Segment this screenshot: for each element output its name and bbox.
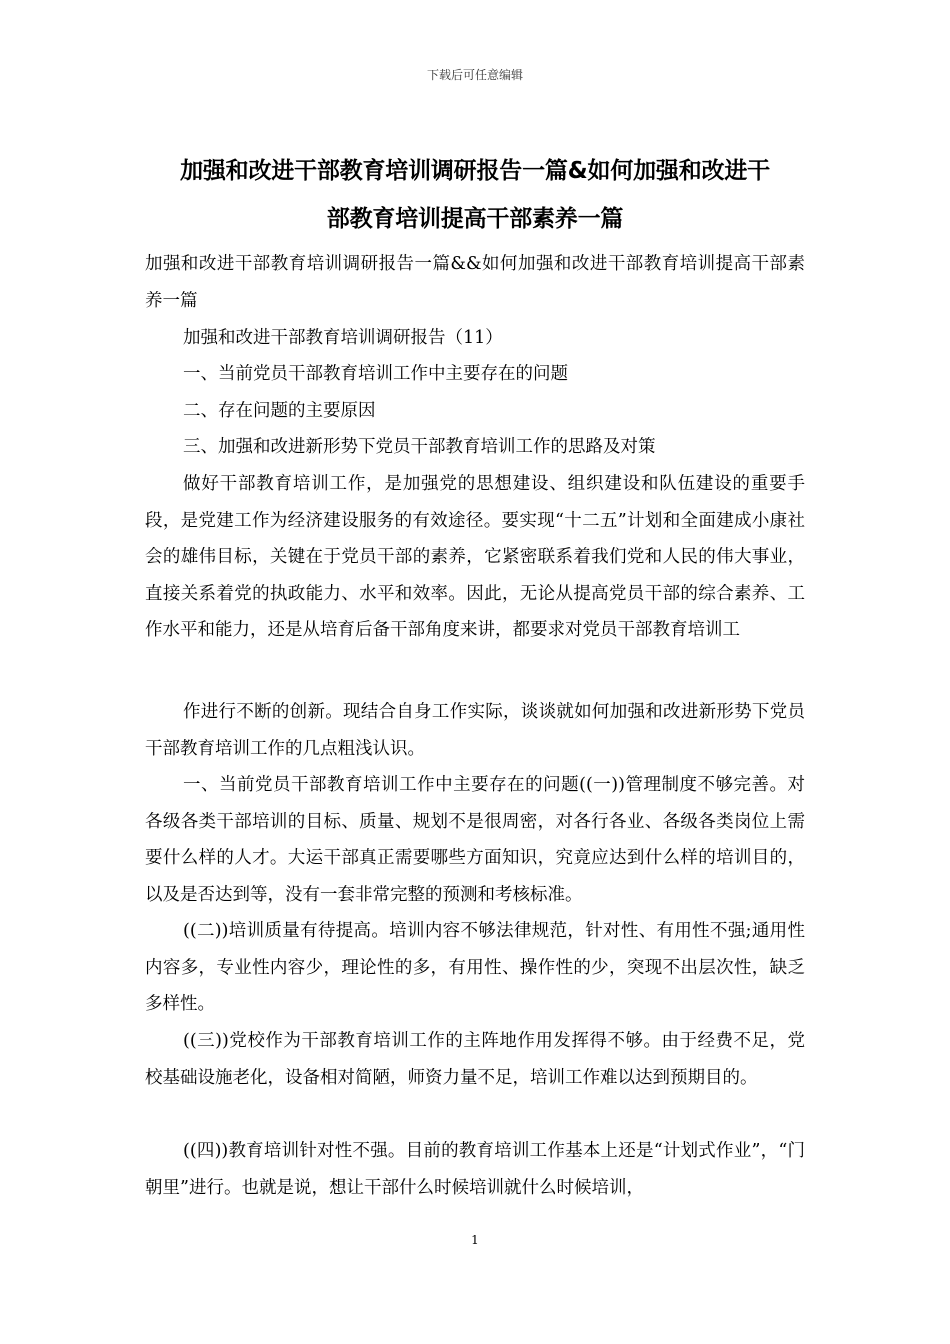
page-header-note: 下载后可任意编辑 xyxy=(426,68,523,82)
body-paragraph-problem-4: ((四))教育培训针对性不强。目前的教育培训工作基本上还是“计划式作业”，“门朝里”进行。也就是说，想让干部什么时候培训就什么时候培训， xyxy=(145,1141,805,1198)
subtitle-paragraph: 加强和改进干部教育培训调研报告一篇&&如何加强和改进干部教育培训提高干部素养一篇 xyxy=(145,254,805,311)
document-title-line-2: 部教育培训提高干部素养一篇 xyxy=(326,206,624,232)
body-paragraph-problem-1: 一、当前党员干部教育培训工作中主要存在的问题((一))管理制度不够完善。对各级各类干部培训的目标、质量、规划不是很周密，对各行各业、各级各类岗位上需要什么样的人才。大运干部真正需要哪些方面知识，究竟应达到什么样的培训目的，以及是否达到等，没有一套非常完整的预测和考核标准。 xyxy=(145,775,805,905)
document-title-line-1: 加强和改进干部教育培训调研报告一篇&如何加强和改进干 xyxy=(180,158,770,184)
outline-item-1: 一、当前党员干部教育培训工作中主要存在的问题 xyxy=(183,364,568,384)
body-paragraph-intro: 做好干部教育培训工作，是加强党的思想建设、组织建设和队伍建设的重要手段，是党建工作为经济建设服务的有效途径。要实现“十二五”计划和全面建成小康社会的雄伟目标，关键在于党员干部的素养，它紧密联系着我们党和人民的伟大事业，直接关系着党的执政能力、水平和效率。因此，无论从提高党员干部的综合素养、工作水平和能力，还是从培育后备干部角度来讲，都要求对党员干部教育培训工 xyxy=(145,474,805,640)
report-heading: 加强和改进干部教育培训调研报告（11） xyxy=(183,328,503,348)
outline-item-3: 三、加强和改进新形势下党员干部教育培训工作的思路及对策 xyxy=(183,437,656,457)
body-paragraph-problem-2: ((二))培训质量有待提高。培训内容不够法律规范，针对性、有用性不强;通用性内容多，专业性内容少，理论性的多，有用性、操作性的少，突现不出层次性，缺乏多样性。 xyxy=(145,921,805,1014)
body-paragraph-problem-3: ((三))党校作为干部教育培训工作的主阵地作用发挥得不够。由于经费不足，党校基础设施老化，设备相对简陋，师资力量不足，培训工作难以达到预期目的。 xyxy=(145,1031,805,1088)
page-number: 1 xyxy=(471,1233,479,1247)
outline-item-2: 二、存在问题的主要原因 xyxy=(183,401,376,421)
body-paragraph-continuation: 作进行不断的创新。现结合自身工作实际，谈谈就如何加强和改进新形势下党员干部教育培训工作的几点粗浅认识。 xyxy=(145,702,805,759)
